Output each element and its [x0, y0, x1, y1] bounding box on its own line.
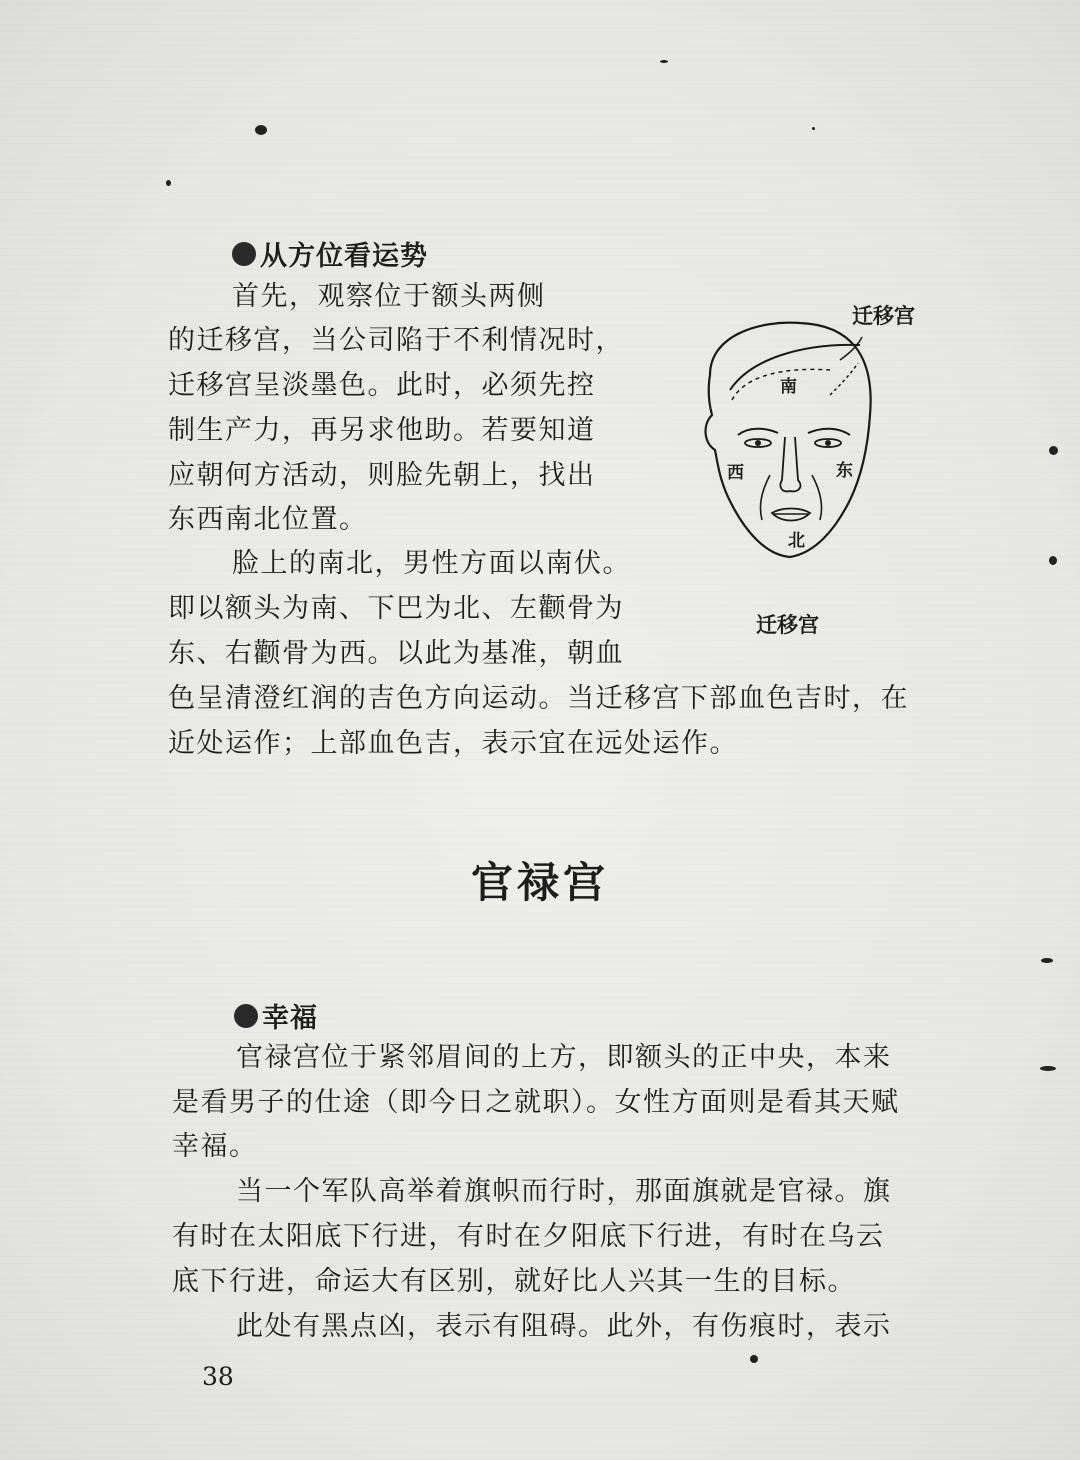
scan-speck — [660, 60, 668, 63]
paragraph-line: 官禄宫位于紧邻眉间的上方，即额头的正中央，本来 — [236, 1042, 892, 1073]
scan-speck — [1049, 556, 1057, 565]
paragraph-line: 当一个军队高举着旗帜而行时，那面旗就是官禄。旗 — [236, 1176, 892, 1207]
scan-speck — [1040, 1066, 1056, 1071]
bullet-icon — [232, 242, 256, 266]
paragraph-line: 制生产力，再另求他助。若要知道 — [168, 415, 596, 446]
section-heading-text: 幸福 — [262, 1003, 318, 1034]
paragraph-line: 底下行进，命运大有区别，就好比人兴其一生的目标。 — [172, 1266, 856, 1297]
paragraph-line: 是看男子的仕途（即今日之就职）。女性方面则是看其天赋 — [172, 1087, 900, 1118]
paragraph-line: 应朝何方活动，则脸先朝上，找出 — [168, 460, 596, 491]
face-label-east: 东 — [836, 461, 853, 481]
scan-speck — [812, 127, 815, 130]
figure-bottom-label: 迁移宫 — [756, 612, 819, 637]
section-heading-direction — [232, 234, 428, 273]
paragraph-line: 即以额头为南、下巴为北、左颧骨为 — [168, 593, 624, 624]
scan-speck — [750, 1355, 758, 1363]
bullet-icon — [234, 1004, 258, 1028]
section-heading-text: 从方位看运势 — [260, 241, 428, 272]
chapter-title: 官禄宫 — [470, 858, 609, 907]
scan-speck — [1041, 958, 1053, 963]
paragraph-line: 的迁移宫，当公司陷于不利情况时， — [168, 325, 624, 356]
scan-speck — [255, 125, 267, 135]
paragraph-line: 东西南北位置。 — [168, 504, 368, 535]
face-label-west: 西 — [727, 463, 744, 483]
paragraph-line: 近处运作；上部血色吉，表示宜在远处运作。 — [168, 728, 738, 759]
paragraph-line: 首先，观察位于额头两侧 — [232, 281, 546, 312]
section-heading-happiness — [234, 996, 318, 1035]
figure-top-label: 迁移宫 — [852, 303, 915, 328]
paragraph-line: 有时在太阳底下行进，有时在夕阳底下行进，有时在乌云 — [172, 1221, 885, 1252]
paragraph-line: 东、右颧骨为西。以此为基准，朝血 — [168, 638, 624, 669]
paragraph-line: 色呈清澄红润的吉色方向运动。当迁移宫下部血色吉时，在 — [168, 683, 909, 714]
paragraph-line: 幸福。 — [172, 1131, 258, 1162]
scan-speck — [166, 180, 171, 186]
scan-speck — [1049, 446, 1058, 455]
face-label-north: 北 — [788, 531, 805, 551]
paragraph-line: 脸上的南北，男性方面以南伏。 — [232, 548, 631, 579]
face-label-south: 南 — [780, 377, 797, 397]
paragraph-line: 此处有黑点凶，表示有阻碍。此外，有伤痕时，表示 — [236, 1311, 892, 1342]
paragraph-line: 迁移宫呈淡墨色。此时，必须先控 — [168, 370, 596, 401]
page-number: 38 — [202, 1362, 234, 1391]
